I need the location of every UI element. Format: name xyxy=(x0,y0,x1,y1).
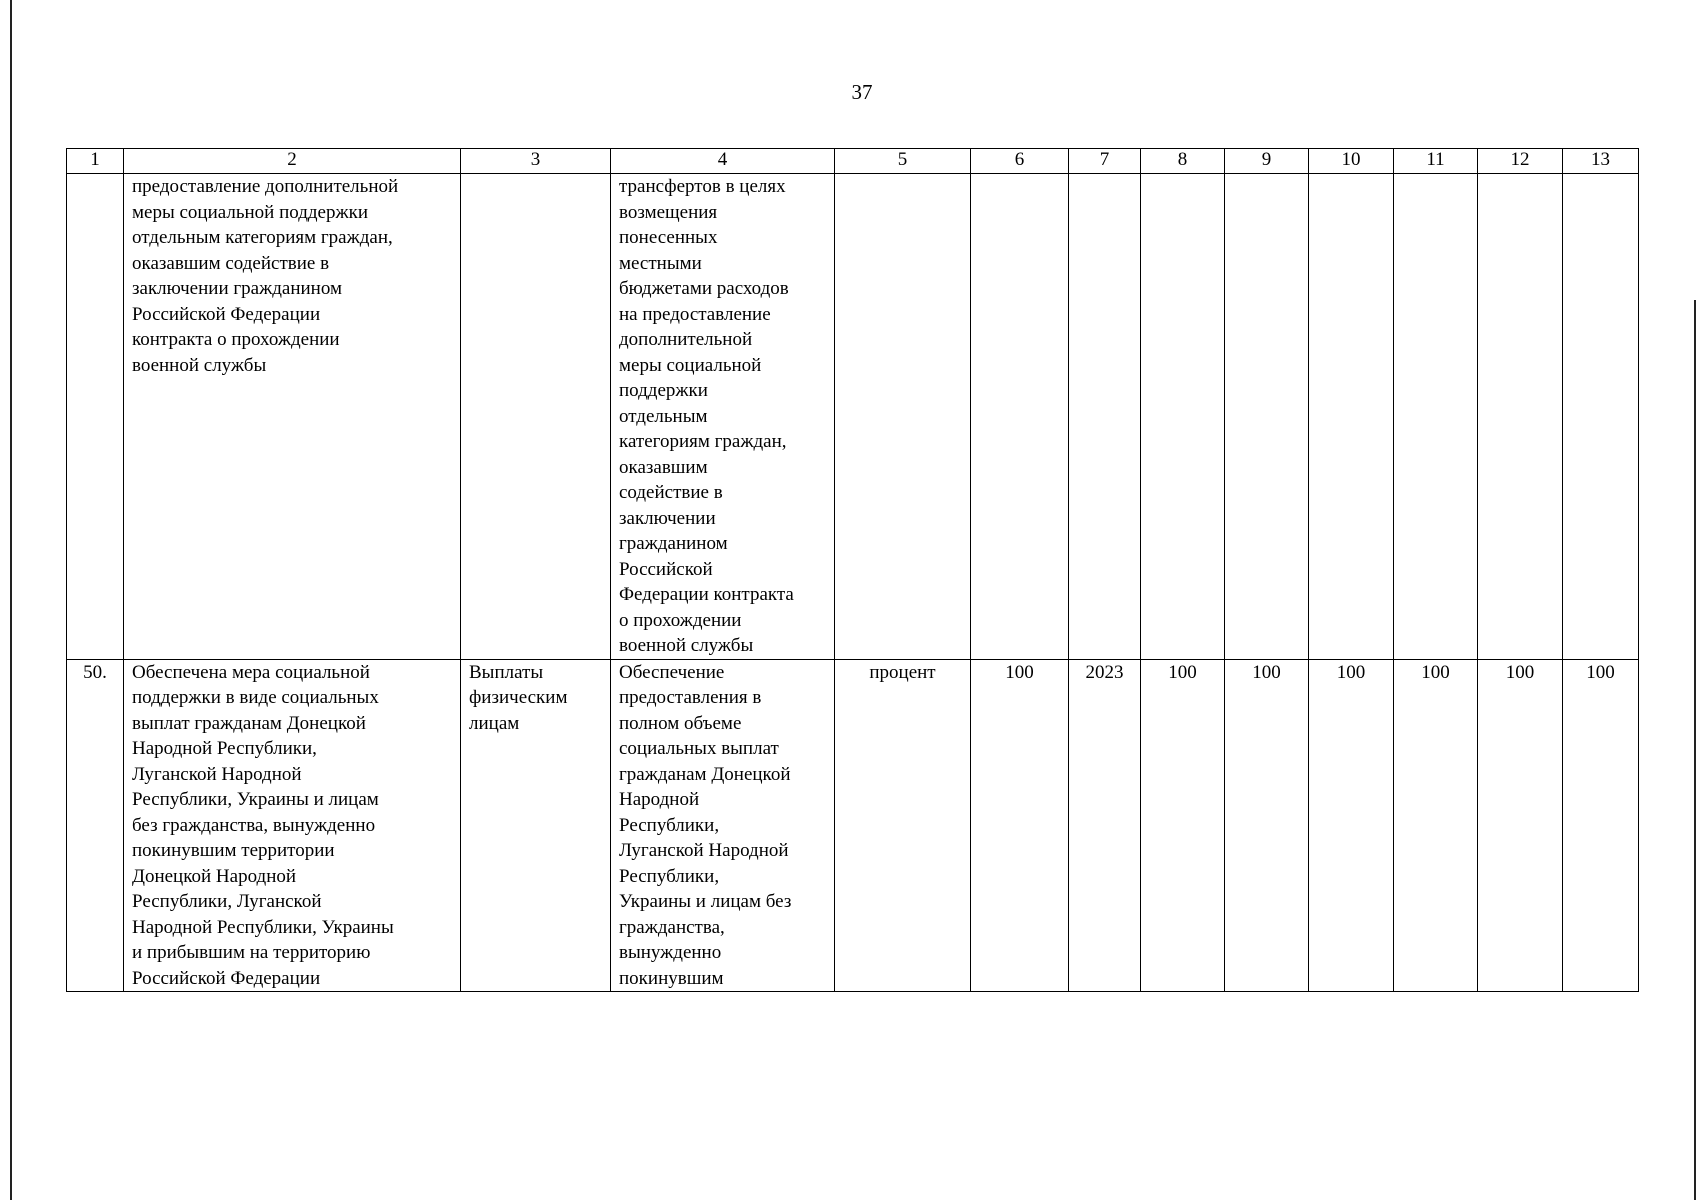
document-table xyxy=(66,148,1639,992)
value-cell xyxy=(971,174,1069,660)
value-cell xyxy=(1141,174,1225,660)
header-cell: 2 xyxy=(124,149,461,174)
value-cell: 100 xyxy=(1394,659,1478,992)
unit-cell: процент xyxy=(835,659,971,992)
table-row-50 xyxy=(67,659,1639,992)
result-type-cell: Выплаты физическим лицам xyxy=(461,659,611,992)
scan-edge-left xyxy=(10,0,12,1200)
row-number-cell: 50. xyxy=(67,659,124,992)
value-cell: 100 xyxy=(1478,659,1563,992)
result-type-cell xyxy=(461,174,611,660)
header-cell: 8 xyxy=(1141,149,1225,174)
value-cell xyxy=(1394,174,1478,660)
result-description-cell: Обеспечена мера социальной поддержки в виде социальных выплат гражданам Донецкой Народной Республики, Луганской Народной Республики, Украины и лицам без гражданства, вынужденно покинувшим территории Донецкой Народной Республики, Луганской Народной Республики, Украины и прибывшим на территорию Российской Федерации xyxy=(124,659,461,992)
unit-cell xyxy=(835,174,971,660)
header-cell: 3 xyxy=(461,149,611,174)
result-characteristic-cell: трансфертов в целях возмещения понесенных местными бюджетами расходов на предоставление дополнительной меры социальной поддержки отдельным категориям граждан, оказавшим содействие в заключении гражданином Российской Федерации контракта о прохождении военной службы xyxy=(611,174,835,660)
page-number: 37 xyxy=(851,80,873,104)
value-cell xyxy=(1309,174,1394,660)
row-number-cell xyxy=(67,174,124,660)
header-cell: 1 xyxy=(67,149,124,174)
header-cell: 9 xyxy=(1225,149,1309,174)
header-cell: 7 xyxy=(1069,149,1141,174)
header-cell: 12 xyxy=(1478,149,1563,174)
header-row xyxy=(67,149,1639,174)
value-cell: 100 xyxy=(1563,659,1639,992)
value-cell: 100 xyxy=(1309,659,1394,992)
header-cell: 10 xyxy=(1309,149,1394,174)
value-cell xyxy=(1563,174,1639,660)
header-cell: 11 xyxy=(1394,149,1478,174)
scan-edge-right xyxy=(1694,300,1696,1200)
header-cell: 5 xyxy=(835,149,971,174)
value-cell xyxy=(1225,174,1309,660)
result-description-cell: предоставление дополнительной меры социальной поддержки отдельным категориям граждан, оказавшим содействие в заключении гражданином Российской Федерации контракта о прохождении военной службы xyxy=(124,174,461,660)
header-cell: 6 xyxy=(971,149,1069,174)
value-cell xyxy=(1478,174,1563,660)
value-cell: 100 xyxy=(971,659,1069,992)
header-cell: 13 xyxy=(1563,149,1639,174)
year-cell xyxy=(1069,174,1141,660)
header-cell: 4 xyxy=(611,149,835,174)
value-cell: 100 xyxy=(1225,659,1309,992)
year-cell: 2023 xyxy=(1069,659,1141,992)
table-row-continuation xyxy=(67,174,1639,660)
result-characteristic-cell: Обеспечение предоставления в полном объеме социальных выплат гражданам Донецкой Народной Республики, Луганской Народной Республики, Украины и лицам без гражданства, вынужденно покинувшим xyxy=(611,659,835,992)
value-cell: 100 xyxy=(1141,659,1225,992)
